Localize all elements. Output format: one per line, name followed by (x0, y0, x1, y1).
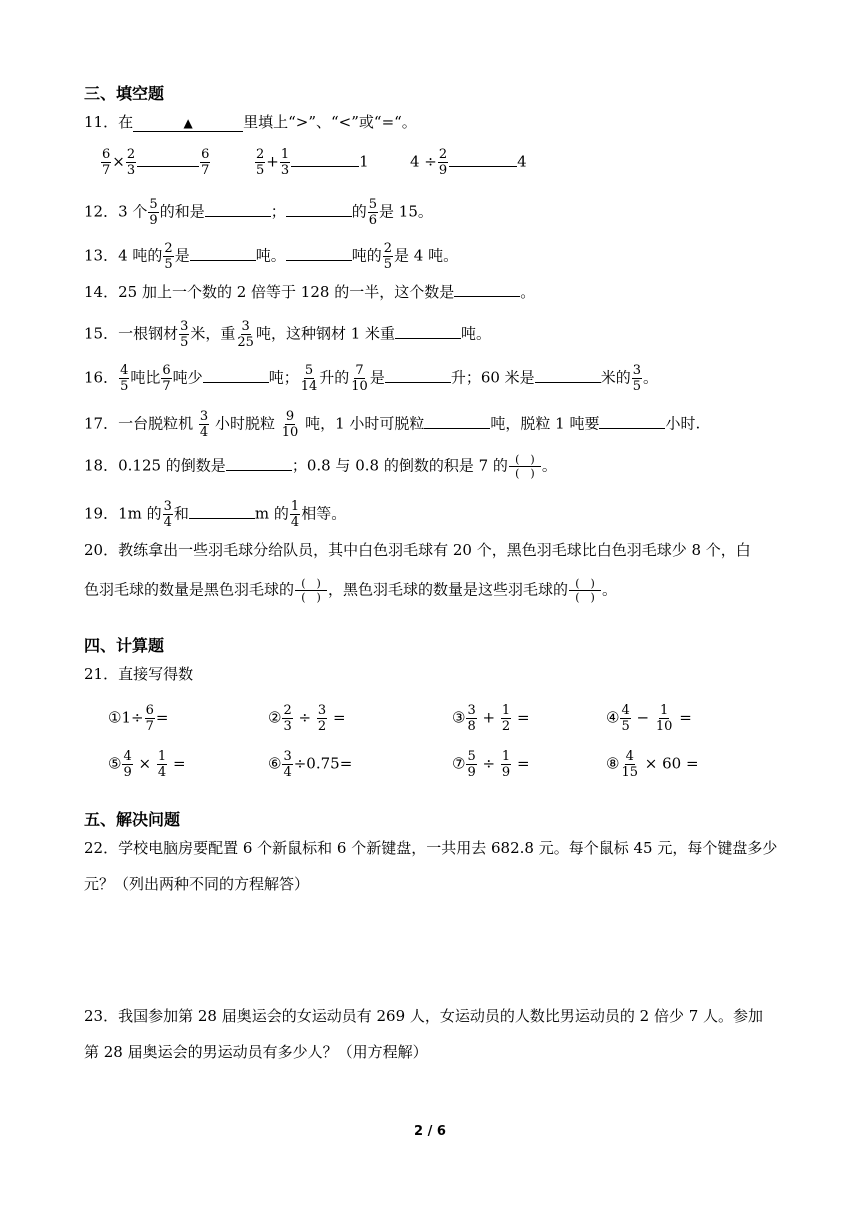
question-15: 15．一根钢材 $\frac{3}{5}$ 米，重 $\frac{3}{25}$ 吨，这种钢材 1 米重 吨。 (84, 319, 492, 350)
fraction: $\frac{3}{5}$ (180, 319, 189, 350)
fraction: $\frac{2}{5}$ (383, 241, 393, 272)
triangle-blank[interactable] (133, 115, 243, 132)
fraction: $\frac{7}{10}$ (351, 363, 368, 394)
calc-item-3: ③ $\frac{3}{8}$ + $\frac{1}{2}$ = (452, 703, 530, 734)
fraction: $\frac{3}{4}$ (199, 409, 209, 440)
calc-item-4: ④ $\frac{4}{5}$ − $\frac{1}{10}$ = (606, 703, 692, 734)
question-20-line-1: 20．教练拿出一些羽毛球分给队员，其中白色羽毛球有 20 个，黑色羽毛球比白色羽毛球少 8 个，白 (84, 541, 751, 559)
answer-blank[interactable] (385, 368, 451, 383)
section-heading-word-problems: 五、解决问题 (84, 810, 181, 829)
fraction: $\frac{2}{5}$ (164, 241, 173, 272)
question-21-title: 21．直接写得数 (84, 665, 194, 683)
page-number: 2 / 6 (414, 1124, 446, 1139)
question-23-line-2: 第 28 届奥运会的男运动员有多少人？（用方程解） (84, 1043, 428, 1061)
q11-expr-3 (410, 148, 527, 177)
fraction: $\frac{4}{5}$ (120, 363, 129, 394)
q11-expr-1 (100, 148, 211, 177)
fraction: $\frac{3}{5}$ (632, 363, 641, 394)
question-23-line-1: 23．我国参加第 28 届奥运会的女运动员有 269 人，女运动员的人数比男运动员的 2 倍少 7 人。参加 (84, 1007, 764, 1025)
answer-blank[interactable] (535, 368, 601, 383)
answer-blank[interactable] (205, 202, 271, 217)
answer-blank[interactable] (454, 282, 520, 297)
answer-blank[interactable] (395, 324, 461, 339)
fraction: $\frac{3}{25}$ (237, 319, 254, 350)
paren-fraction[interactable]: ( ) ( ) (569, 578, 601, 603)
question-22-line-1: 22．学校电脑房要配置 6 个新鼠标和 6 个新键盘，一共用去 682.8 元。每个鼠标 45 元，每个键盘多少 (84, 839, 778, 857)
calc-item-8: ⑧ $\frac{4}{15}$ × 60 = (606, 749, 699, 780)
fraction: $\frac{2}{3}$ (126, 147, 136, 178)
question-20-line-2: 色羽毛球的数量是黑色羽毛球的 ( ) ( ) ，黑色羽毛球的数量是这些羽毛球的 ( ) ( ) 。 (84, 577, 618, 604)
question-12: 12．3 个 $\frac{5}{9}$ 的和是 ； 的 $\frac{5}{6}$ 是 15。 (84, 197, 433, 228)
operator: × (112, 152, 125, 171)
expr-text: 4 ÷ (410, 152, 437, 171)
answer-blank[interactable] (286, 202, 352, 217)
answer-blank[interactable] (449, 152, 517, 167)
q11-text-a: 11．在 (84, 113, 134, 131)
fraction: $\frac{2}{9}$ (438, 147, 448, 178)
value: 4 (517, 152, 527, 171)
question-18: 18．0.125 的倒数是 ；0.8 与 0.8 的倒数的积是 7 的 ( ) ( ) 。 (84, 453, 557, 480)
fraction: $\frac{5}{6}$ (368, 197, 378, 228)
section-heading-calculation: 四、计算题 (84, 636, 165, 655)
calc-item-6: ⑥ $\frac{3}{4}$ ÷0.75= (268, 749, 353, 780)
answer-blank[interactable] (190, 246, 256, 261)
operator: + (266, 152, 279, 171)
question-22-line-2: 元？（列出两种不同的方程解答） (84, 875, 310, 893)
paren-fraction[interactable]: ( ) ( ) (509, 454, 541, 479)
calc-item-5: ⑤ $\frac{4}{9}$ × $\frac{1}{4}$ = (108, 749, 186, 780)
q11-text-b: 里填上“>”、“<”或“=“。 (243, 113, 417, 131)
fraction: $\frac{6}{7}$ (162, 363, 171, 394)
answer-blank[interactable] (137, 152, 199, 167)
question-11 (84, 112, 417, 132)
section-heading-fill-blank: 三、填空题 (84, 84, 165, 103)
answer-blank[interactable] (189, 504, 255, 519)
question-14: 14．25 加上一个数的 2 倍等于 128 的一半，这个数是 。 (84, 283, 536, 301)
fraction: $\frac{3}{4}$ (163, 499, 172, 530)
fraction: $\frac{2}{5}$ (256, 147, 265, 178)
fraction: $\frac{1}{3}$ (280, 147, 290, 178)
calc-item-1: ①1÷ $\frac{6}{7}$ = (108, 703, 169, 734)
question-19: 19．1m 的 $\frac{3}{4}$ 和 m 的 $\frac{1}{4}$ 相等。 (84, 499, 347, 530)
calc-item-2: ② $\frac{2}{3}$ ÷ $\frac{3}{2}$ = (268, 703, 346, 734)
answer-blank[interactable] (599, 414, 665, 429)
question-16: 16． $\frac{4}{5}$ 吨比 $\frac{6}{7}$ 吨少 吨； $\frac{5}{14}$ 升的 $\frac{7}{10}$ 是 升；60 米是 米的 $\frac{3}{5}$ 。 (84, 363, 658, 394)
calc-item-7: ⑦ $\frac{5}{9}$ ÷ $\frac{1}{9}$ = (452, 749, 530, 780)
fraction: $\frac{5}{14}$ (300, 363, 318, 394)
answer-blank[interactable] (203, 368, 269, 383)
answer-blank[interactable] (424, 414, 490, 429)
answer-blank[interactable] (286, 246, 352, 261)
triangle-icon: ▲ (183, 116, 193, 130)
fraction: $\frac{6}{7}$ (201, 147, 210, 178)
fraction: $\frac{9}{10}$ (281, 409, 299, 440)
q11-expr-2 (254, 148, 369, 177)
answer-blank[interactable] (226, 456, 292, 471)
answer-blank[interactable] (291, 152, 359, 167)
question-17: 17．一台脱粒机 $\frac{3}{4}$ 小时脱粒 $\frac{9}{10}$ 吨，1 小时可脱粒 吨，脱粒 1 吨要 小时. (84, 409, 701, 440)
fraction: $\frac{5}{9}$ (149, 197, 158, 228)
paren-fraction[interactable]: ( ) ( ) (295, 578, 327, 603)
fraction: $\frac{1}{4}$ (290, 499, 300, 530)
value: 1 (359, 152, 369, 171)
question-13: 13．4 吨的 $\frac{2}{5}$ 是 吨。 吨的 $\frac{2}{5}$ 是 4 吨。 (84, 241, 459, 272)
fraction: $\frac{6}{7}$ (102, 147, 111, 178)
